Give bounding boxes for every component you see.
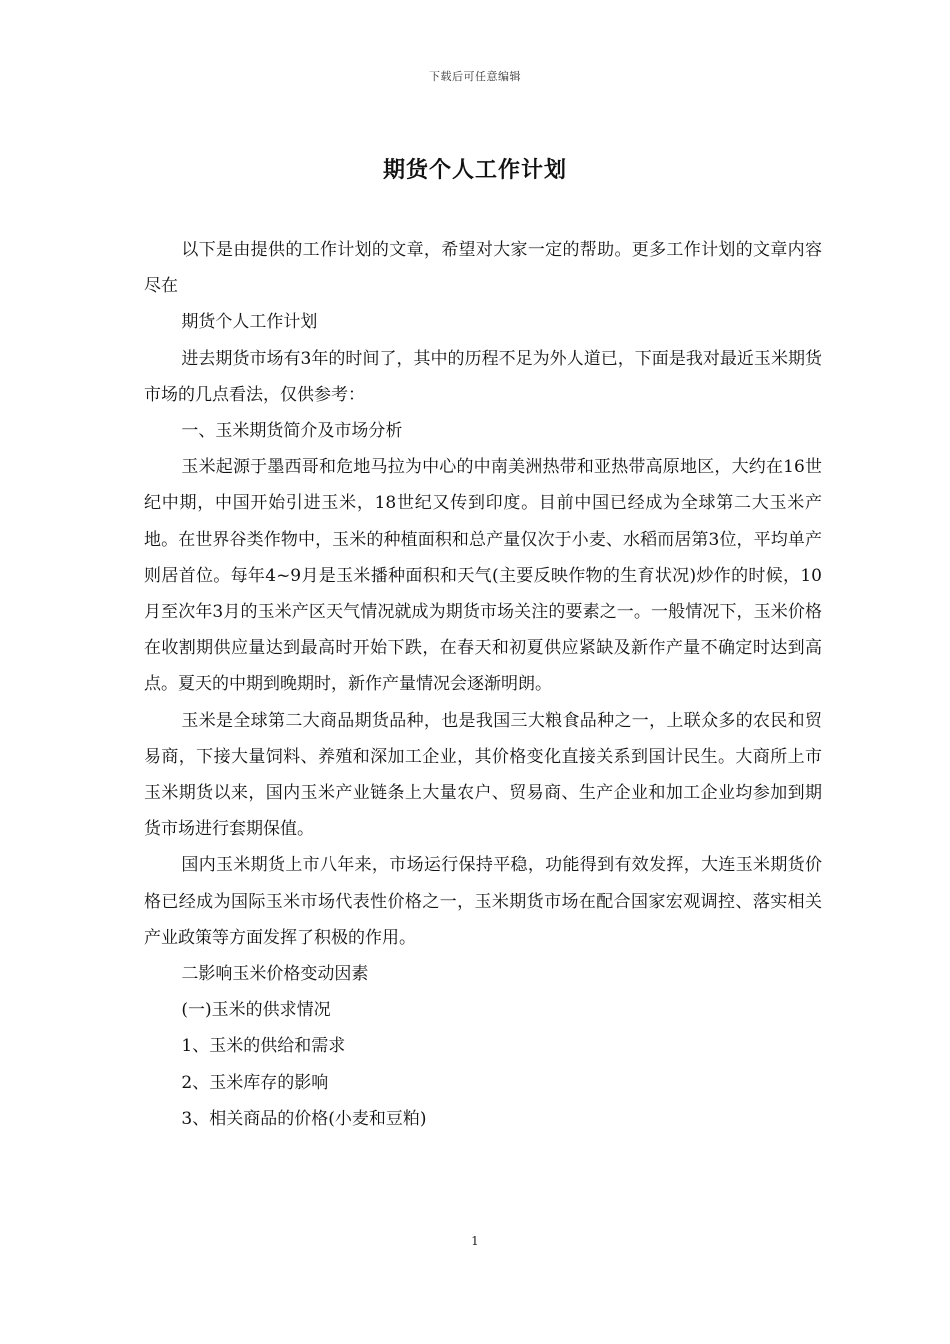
section-heading-2: 二影响玉米价格变动因素 bbox=[181, 964, 369, 985]
list-item: 1、玉米的供给和需求 bbox=[181, 1036, 346, 1057]
list-item: 3、相关商品的价格(小麦和豆粕) bbox=[181, 1108, 427, 1129]
document-body bbox=[144, 232, 822, 1137]
paragraph-opening: 进去期货市场有3年的时间了，其中的历程不足为外人道已，下面是我对最近玉米期货市场的几点看法，仅供参考： bbox=[144, 348, 822, 405]
document-title: 期货个人工作计划 bbox=[382, 157, 567, 183]
paragraph-intro: 以下是由提供的工作计划的文章，希望对大家一定的帮助。更多工作计划的文章内容尽在 bbox=[144, 240, 822, 297]
paragraph-subtitle: 期货个人工作计划 bbox=[181, 312, 318, 333]
paragraph-corn-origin: 玉米起源于墨西哥和危地马拉为中心的中南美洲热带和亚热带高原地区，大约在16世纪中期，中国开始引进玉米，18世纪又传到印度。目前中国已经成为全球第二大玉米产地。在世界谷类作物中，玉米的种植面积和总产量仅次于小麦、水稻而居第3位，平均单产则居首位。每年4~9月是玉米播种面积和天气(主要反映作物的生育状况)炒作的时候，10月至次年3月的玉米产区天气情况就成为期货市场关注的要素之一。一般情况下，玉米价格在收割期供应量达到最高时开始下跌，在春天和初夏供应紧缺及新作产量不确定时达到高点。夏天的中期到晚期时，新作产量情况会逐渐明朗。 bbox=[144, 457, 822, 695]
paragraph-domestic-market: 国内玉米期货上市八年来，市场运行保持平稳，功能得到有效发挥，大连玉米期货价格已经成为国际玉米市场代表性价格之一，玉米期货市场在配合国家宏观调控、落实相关产业政策等方面发挥了积极的作用。 bbox=[144, 855, 822, 948]
paragraph-corn-futures: 玉米是全球第二大商品期货品种，也是我国三大粮食品种之一，上联众多的农民和贸易商，下接大量饲料、养殖和深加工企业，其价格变化直接关系到国计民生。大商所上市玉米期货以来，国内玉米产业链条上大量农户、贸易商、生产企业和加工企业均参加到期货市场进行套期保值。 bbox=[144, 710, 822, 840]
list-item: 2、玉米库存的影响 bbox=[181, 1072, 329, 1093]
section-heading-1: 一、玉米期货简介及市场分析 bbox=[181, 421, 403, 442]
page-header-note: 下载后可任意编辑 bbox=[429, 70, 521, 83]
subsection-heading: (一)玉米的供求情况 bbox=[181, 1000, 331, 1021]
page-number: 1 bbox=[471, 1234, 479, 1248]
